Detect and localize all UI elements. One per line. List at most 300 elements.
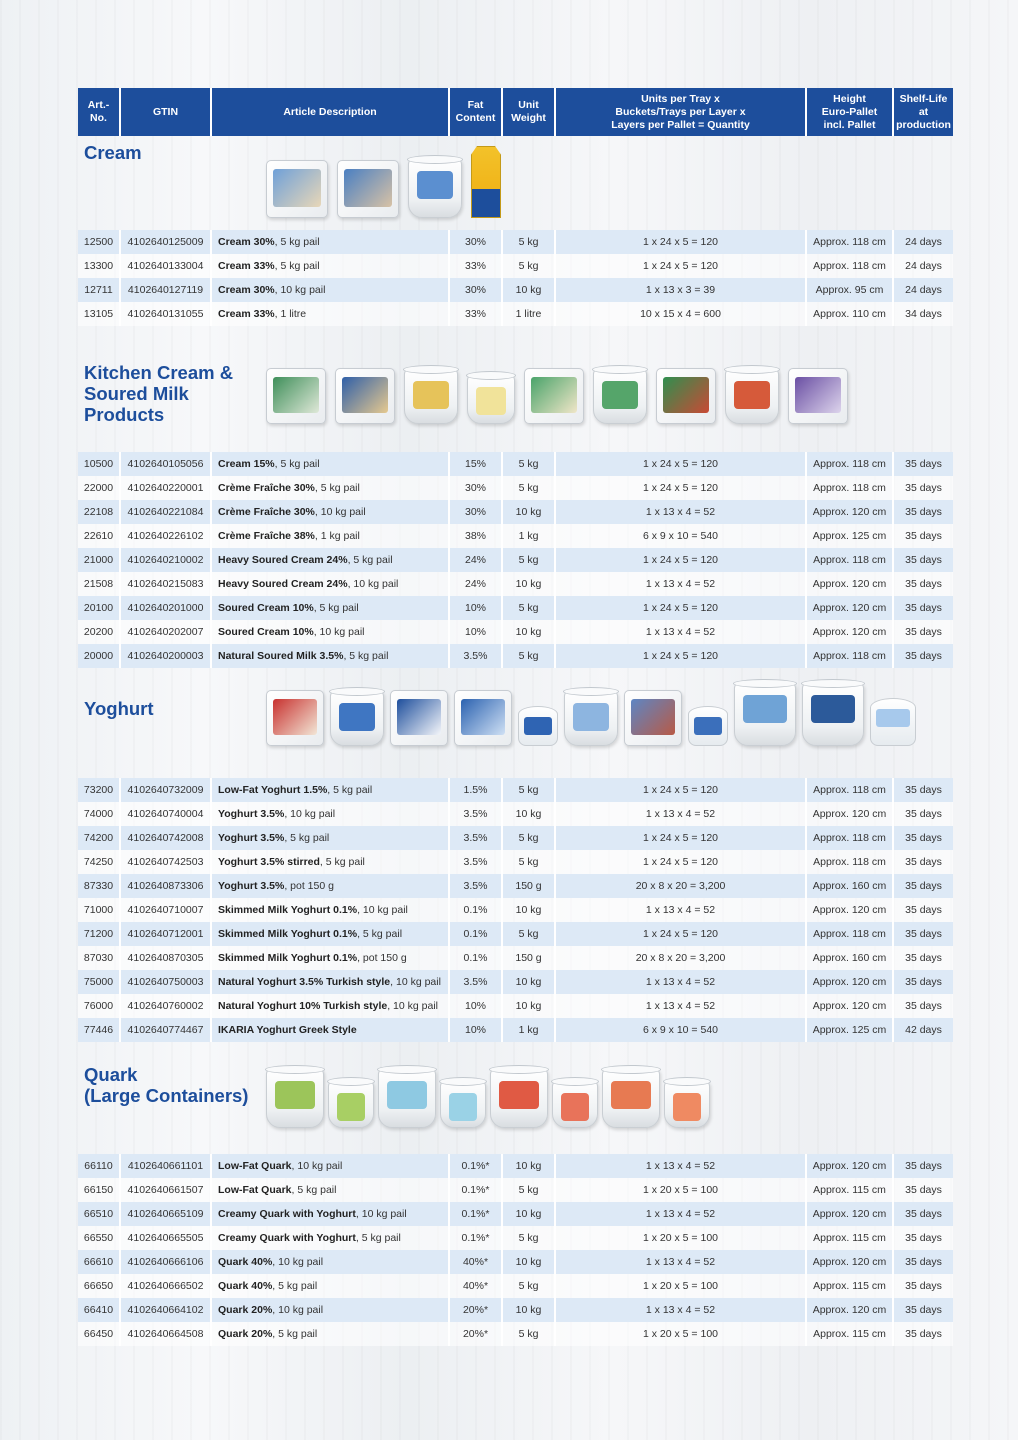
fat-content-cell: 10% [450,994,503,1018]
section-rows [78,778,953,1042]
quantity-cell: 1 x 24 x 5 = 120 [556,230,807,254]
product-detail: , 10 kg pail [390,976,441,988]
fat-content-cell: 0.1%* [450,1178,503,1202]
fat-content-cell: 15% [450,452,503,476]
product-image-box [266,690,324,746]
product-image-cup [870,698,916,746]
product-name: Soured Cream 10% [218,626,314,638]
product-detail: , 5 kg pail [319,856,365,868]
product-image-box [266,160,328,218]
unit-weight-cell: 5 kg [503,1226,556,1250]
description-cell [212,596,450,620]
height-cell: Approx. 160 cm [807,874,894,898]
product-name: Crème Fraîche 30% [218,506,315,518]
product-detail: , 5 kg pail [274,236,320,248]
art-no-cell: 73200 [78,778,121,802]
description-cell [212,1178,450,1202]
product-name: Soured Cream 10% [218,602,314,614]
fat-content-cell: 33% [450,254,503,278]
fat-content-cell: 3.5% [450,874,503,898]
unit-weight-cell: 5 kg [503,1178,556,1202]
unit-weight-cell: 10 kg [503,500,556,524]
product-detail: , 5 kg pail [314,482,360,494]
product-image-pail [266,1068,324,1128]
product-image-pail [490,1068,548,1128]
quantity-cell: 1 x 24 x 5 = 120 [556,596,807,620]
gtin-cell: 4102640661101 [121,1154,212,1178]
gtin-cell: 4102640666502 [121,1274,212,1298]
fat-content-cell: 20%* [450,1298,503,1322]
art-no-cell: 66510 [78,1202,121,1226]
header-height: Height Euro-Pallet incl. Pallet [807,88,894,136]
product-name: Natural Yoghurt 10% Turkish style [218,1000,388,1012]
quantity-cell: 1 x 24 x 5 = 120 [556,548,807,572]
product-detail: , 5 kg pail [313,602,359,614]
description-cell [212,874,450,898]
section-cream [78,136,953,230]
unit-weight-cell: 10 kg [503,572,556,596]
product-image-pail [564,690,618,746]
product-images [266,682,916,746]
fat-content-cell: 24% [450,572,503,596]
table-row [78,1202,953,1226]
product-image-box [337,160,399,218]
header-art-no: Art.- No. [78,88,121,136]
section-rows [78,230,953,326]
product-image-box [335,368,395,424]
section-title: Yoghurt [84,698,154,719]
product-detail: , 5 kg pail [343,650,389,662]
section-title: Quark (Large Containers) [84,1064,249,1106]
description-cell [212,1202,450,1226]
quantity-cell: 1 x 24 x 5 = 120 [556,476,807,500]
unit-weight-cell: 10 kg [503,620,556,644]
header-unit-weight: Unit Weight [503,88,556,136]
gtin-cell: 4102640664102 [121,1298,212,1322]
art-no-cell: 74200 [78,826,121,850]
quantity-cell: 6 x 9 x 10 = 540 [556,524,807,548]
shelf-life-cell: 35 days [894,850,953,874]
product-image-pail [664,1080,710,1128]
table-row [78,572,953,596]
unit-weight-cell: 10 kg [503,970,556,994]
product-name: Heavy Soured Cream 24% [218,554,348,566]
table-row [78,946,953,970]
section-title: Kitchen Cream & Soured Milk Products [84,362,234,425]
description-cell [212,500,450,524]
table-row [78,1178,953,1202]
description-cell [212,1322,450,1346]
product-detail: , 10 kg pail [313,626,365,638]
table-row [78,254,953,278]
gtin-cell: 4102640105056 [121,452,212,476]
art-no-cell: 77446 [78,1018,121,1042]
fat-content-cell: 0.1% [450,922,503,946]
description-cell [212,850,450,874]
table-row [78,1322,953,1346]
table-row [78,278,953,302]
product-image-pail [602,1068,660,1128]
art-no-cell: 66150 [78,1178,121,1202]
gtin-cell: 4102640665109 [121,1202,212,1226]
art-no-cell: 87030 [78,946,121,970]
table-row [78,874,953,898]
description-cell [212,778,450,802]
header-fat-content: Fat Content [450,88,503,136]
shelf-life-cell: 35 days [894,826,953,850]
fat-content-cell: 3.5% [450,970,503,994]
product-name: Quark 20% [218,1304,273,1316]
art-no-cell: 74250 [78,850,121,874]
shelf-life-cell: 35 days [894,596,953,620]
table-row [78,1250,953,1274]
art-no-cell: 22610 [78,524,121,548]
product-name: Yoghurt 3.5% [218,880,285,892]
unit-weight-cell: 150 g [503,874,556,898]
table-row [78,1018,953,1042]
quantity-cell: 1 x 24 x 5 = 120 [556,452,807,476]
table-row [78,620,953,644]
product-image-box [624,690,682,746]
shelf-life-cell: 35 days [894,644,953,668]
description-cell [212,278,450,302]
unit-weight-cell: 5 kg [503,452,556,476]
quantity-cell: 1 x 13 x 4 = 52 [556,572,807,596]
product-detail: , 5 kg pail [357,928,403,940]
gtin-cell: 4102640740004 [121,802,212,826]
art-no-cell: 76000 [78,994,121,1018]
height-cell: Approx. 118 cm [807,230,894,254]
product-detail: , 10 kg pail [314,506,366,518]
unit-weight-cell: 5 kg [503,778,556,802]
table-row [78,994,953,1018]
fat-content-cell: 38% [450,524,503,548]
fat-content-cell: 3.5% [450,802,503,826]
unit-weight-cell: 10 kg [503,1202,556,1226]
table-row [78,1154,953,1178]
product-name: Quark 40% [218,1256,273,1268]
product-detail: , 10 kg pail [355,1208,407,1220]
fat-content-cell: 0.1%* [450,1202,503,1226]
shelf-life-cell: 35 days [894,946,953,970]
product-detail: , 1 litre [274,308,307,320]
quantity-cell: 1 x 24 x 5 = 120 [556,644,807,668]
art-no-cell: 66610 [78,1250,121,1274]
table-row [78,230,953,254]
art-no-cell: 75000 [78,970,121,994]
gtin-cell: 4102640661507 [121,1178,212,1202]
table-row [78,1274,953,1298]
description-cell [212,230,450,254]
art-no-cell: 66410 [78,1298,121,1322]
height-cell: Approx. 95 cm [807,278,894,302]
product-detail: , 10 kg pail [284,808,336,820]
product-name: Natural Soured Milk 3.5% [218,650,344,662]
description-cell [212,1018,450,1042]
fat-content-cell: 3.5% [450,644,503,668]
product-name: Crème Fraîche 38% [218,530,315,542]
height-cell: Approx. 125 cm [807,524,894,548]
description-cell [212,1274,450,1298]
product-detail: , 5 kg pail [272,1328,318,1340]
shelf-life-cell: 35 days [894,620,953,644]
fat-content-cell: 10% [450,596,503,620]
gtin-cell: 4102640732009 [121,778,212,802]
height-cell: Approx. 160 cm [807,946,894,970]
unit-weight-cell: 5 kg [503,922,556,946]
fat-content-cell: 40%* [450,1274,503,1298]
quantity-cell: 1 x 24 x 5 = 120 [556,922,807,946]
description-cell [212,620,450,644]
height-cell: Approx. 110 cm [807,302,894,326]
height-cell: Approx. 115 cm [807,1322,894,1346]
description-cell [212,524,450,548]
quantity-cell: 10 x 15 x 4 = 600 [556,302,807,326]
unit-weight-cell: 1 kg [503,524,556,548]
height-cell: Approx. 118 cm [807,452,894,476]
product-detail: , 5 kg pail [274,260,320,272]
unit-weight-cell: 150 g [503,946,556,970]
art-no-cell: 66110 [78,1154,121,1178]
height-cell: Approx. 118 cm [807,922,894,946]
unit-weight-cell: 1 kg [503,1018,556,1042]
table-row [78,452,953,476]
product-image-pail [734,682,796,746]
product-image-box [454,690,512,746]
table-header [78,88,953,136]
product-image-box [788,368,848,424]
product-name: Cream 15% [218,458,275,470]
height-cell: Approx. 118 cm [807,826,894,850]
art-no-cell: 74000 [78,802,121,826]
art-no-cell: 87330 [78,874,121,898]
product-images [266,146,510,218]
gtin-cell: 4102640760002 [121,994,212,1018]
fat-content-cell: 0.1% [450,946,503,970]
product-name: Heavy Soured Cream 24% [218,578,348,590]
unit-weight-cell: 5 kg [503,1274,556,1298]
description-cell [212,802,450,826]
product-image-box [266,368,326,424]
gtin-cell: 4102640220001 [121,476,212,500]
height-cell: Approx. 115 cm [807,1274,894,1298]
product-detail: , 10 kg pail [291,1160,343,1172]
product-name: Yoghurt 3.5% [218,832,285,844]
product-image-pail [404,368,458,424]
shelf-life-cell: 35 days [894,1322,953,1346]
table-row [78,802,953,826]
description-cell [212,572,450,596]
height-cell: Approx. 118 cm [807,476,894,500]
description-cell [212,898,450,922]
product-detail: , 5 kg pail [347,554,393,566]
fat-content-cell: 0.1%* [450,1226,503,1250]
art-no-cell: 12500 [78,230,121,254]
fat-content-cell: 30% [450,476,503,500]
height-cell: Approx. 120 cm [807,994,894,1018]
quantity-cell: 1 x 24 x 5 = 120 [556,850,807,874]
product-name: Quark 20% [218,1328,273,1340]
shelf-life-cell: 35 days [894,1226,953,1250]
gtin-cell: 4102640712001 [121,922,212,946]
table-row [78,500,953,524]
shelf-life-cell: 35 days [894,802,953,826]
product-image-pail [552,1080,598,1128]
product-name: Cream 33% [218,260,275,272]
height-cell: Approx. 118 cm [807,548,894,572]
gtin-cell: 4102640125009 [121,230,212,254]
shelf-life-cell: 35 days [894,1202,953,1226]
height-cell: Approx. 120 cm [807,596,894,620]
quantity-cell: 1 x 13 x 4 = 52 [556,994,807,1018]
product-detail: , 1 kg pail [314,530,360,542]
product-name: Low-Fat Quark [218,1160,292,1172]
product-name: Low-Fat Quark [218,1184,292,1196]
height-cell: Approx. 118 cm [807,254,894,278]
table-row [78,1298,953,1322]
unit-weight-cell: 10 kg [503,898,556,922]
description-cell [212,476,450,500]
product-detail: , pot 150 g [284,880,334,892]
product-name: Cream 33% [218,308,275,320]
table-row [78,302,953,326]
quantity-cell: 1 x 20 x 5 = 100 [556,1274,807,1298]
quantity-cell: 1 x 24 x 5 = 120 [556,778,807,802]
art-no-cell: 71200 [78,922,121,946]
fat-content-cell: 30% [450,500,503,524]
fat-content-cell: 24% [450,548,503,572]
product-image-pail [440,1080,486,1128]
section-rows [78,1154,953,1346]
gtin-cell: 4102640133004 [121,254,212,278]
gtin-cell: 4102640215083 [121,572,212,596]
art-no-cell: 22108 [78,500,121,524]
product-name: Quark 40% [218,1280,273,1292]
description-cell [212,826,450,850]
product-image-box [524,368,584,424]
gtin-cell: 4102640131055 [121,302,212,326]
product-name: Skimmed Milk Yoghurt 0.1% [218,928,358,940]
product-name: Cream 30% [218,236,275,248]
fat-content-cell: 20%* [450,1322,503,1346]
product-detail: , 5 kg pail [291,1184,337,1196]
product-name: Creamy Quark with Yoghurt [218,1232,356,1244]
fat-content-cell: 30% [450,278,503,302]
description-cell [212,254,450,278]
art-no-cell: 13300 [78,254,121,278]
section-yoghurt [78,668,953,778]
header-description: Article Description [212,88,450,136]
product-name: Skimmed Milk Yoghurt 0.1% [218,952,358,964]
quantity-cell: 1 x 13 x 4 = 52 [556,898,807,922]
art-no-cell: 10500 [78,452,121,476]
fat-content-cell: 10% [450,620,503,644]
gtin-cell: 4102640873306 [121,874,212,898]
unit-weight-cell: 5 kg [503,644,556,668]
art-no-cell: 20000 [78,644,121,668]
product-image-pail [593,368,647,424]
product-name: Crème Fraîche 30% [218,482,315,494]
quantity-cell: 1 x 13 x 4 = 52 [556,1202,807,1226]
table-row [78,970,953,994]
product-detail: , 5 kg pail [355,1232,401,1244]
unit-weight-cell: 5 kg [503,596,556,620]
table-row [78,476,953,500]
quantity-cell: 20 x 8 x 20 = 3,200 [556,874,807,898]
product-image-pail [802,682,864,746]
gtin-cell: 4102640201000 [121,596,212,620]
gtin-cell: 4102640200003 [121,644,212,668]
height-cell: Approx. 115 cm [807,1178,894,1202]
fat-content-cell: 0.1% [450,898,503,922]
fat-content-cell: 3.5% [450,826,503,850]
shelf-life-cell: 35 days [894,778,953,802]
product-image-cup [467,374,515,424]
art-no-cell: 21508 [78,572,121,596]
description-cell [212,1250,450,1274]
header-gtin: GTIN [121,88,212,136]
art-no-cell: 66450 [78,1322,121,1346]
height-cell: Approx. 120 cm [807,572,894,596]
shelf-life-cell: 35 days [894,452,953,476]
quantity-cell: 1 x 13 x 4 = 52 [556,500,807,524]
fat-content-cell: 40%* [450,1250,503,1274]
description-cell [212,994,450,1018]
quantity-cell: 1 x 13 x 3 = 39 [556,278,807,302]
shelf-life-cell: 35 days [894,994,953,1018]
unit-weight-cell: 5 kg [503,1322,556,1346]
shelf-life-cell: 35 days [894,970,953,994]
art-no-cell: 20100 [78,596,121,620]
height-cell: Approx. 118 cm [807,644,894,668]
shelf-life-cell: 24 days [894,230,953,254]
fat-content-cell: 33% [450,302,503,326]
gtin-cell: 4102640210002 [121,548,212,572]
shelf-life-cell: 42 days [894,1018,953,1042]
unit-weight-cell: 10 kg [503,1250,556,1274]
height-cell: Approx. 120 cm [807,898,894,922]
unit-weight-cell: 5 kg [503,476,556,500]
header-units-quantity: Units per Tray x Buckets/Trays per Layer x Layers per Pallet = Quantity [556,88,807,136]
table-row [78,850,953,874]
product-detail: , 10 kg pail [347,578,399,590]
shelf-life-cell: 35 days [894,1154,953,1178]
description-cell [212,1226,450,1250]
quantity-cell: 1 x 20 x 5 = 100 [556,1322,807,1346]
product-image-cup [518,706,558,746]
gtin-cell: 4102640202007 [121,620,212,644]
shelf-life-cell: 35 days [894,572,953,596]
product-detail: , 5 kg pail [272,1280,318,1292]
shelf-life-cell: 35 days [894,524,953,548]
product-name: Skimmed Milk Yoghurt 0.1% [218,904,358,916]
quantity-cell: 6 x 9 x 10 = 540 [556,1018,807,1042]
gtin-cell: 4102640870305 [121,946,212,970]
product-image-carton [471,146,501,218]
product-detail: , 10 kg pail [274,284,326,296]
gtin-cell: 4102640127119 [121,278,212,302]
unit-weight-cell: 5 kg [503,548,556,572]
description-cell [212,970,450,994]
height-cell: Approx. 120 cm [807,620,894,644]
quantity-cell: 1 x 24 x 5 = 120 [556,826,807,850]
description-cell [212,302,450,326]
fat-content-cell: 1.5% [450,778,503,802]
product-image-box [390,690,448,746]
table-row [78,826,953,850]
table-row [78,524,953,548]
product-detail: , 10 kg pail [357,904,408,916]
